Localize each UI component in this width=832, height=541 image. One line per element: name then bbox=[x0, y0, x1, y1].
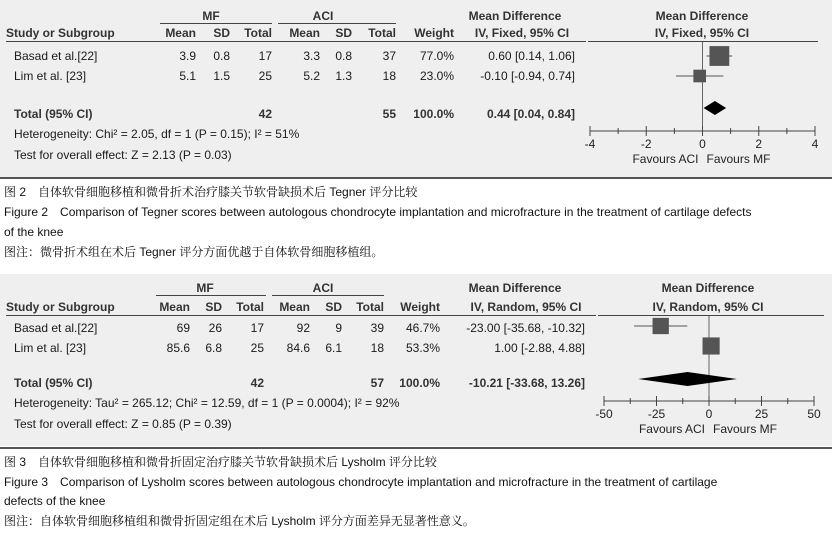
col-sd1: SD bbox=[213, 26, 230, 40]
study-estimate-square bbox=[693, 70, 706, 83]
study-name: Basad et al.[22] bbox=[14, 321, 98, 335]
total1-value: 17 bbox=[250, 321, 264, 335]
favours-left-label: Favours ACI bbox=[638, 422, 705, 436]
md-title-header: Mean Difference bbox=[468, 9, 562, 23]
total2-value: 18 bbox=[370, 341, 384, 355]
col-mean1: Mean bbox=[159, 300, 190, 314]
sd2-value: 6.1 bbox=[325, 341, 342, 355]
total2-sum: 55 bbox=[382, 107, 396, 121]
mean1-value: 3.9 bbox=[179, 49, 196, 63]
sd1-value: 0.8 bbox=[213, 49, 230, 63]
x-tick-label: 0 bbox=[705, 407, 713, 421]
ci-value: 0.60 [0.14, 1.06] bbox=[488, 49, 575, 63]
col-mean1: Mean bbox=[165, 26, 196, 40]
mean2-value: 92 bbox=[296, 321, 310, 335]
x-tick-label: -4 bbox=[584, 137, 596, 151]
col-total1: Total bbox=[244, 26, 272, 40]
col-sd2: SD bbox=[325, 300, 342, 314]
mean1-value: 5.1 bbox=[179, 69, 196, 83]
weight-value: 23.0% bbox=[419, 69, 454, 83]
plot-method-header: IV, Random, 95% CI bbox=[652, 300, 764, 314]
study-estimate-square bbox=[709, 46, 729, 66]
x-tick-label: -50 bbox=[595, 407, 613, 421]
weight-value: 46.7% bbox=[405, 321, 440, 335]
col-weight: Weight bbox=[414, 26, 454, 40]
x-tick-label: 4 bbox=[811, 137, 819, 151]
group1-underline bbox=[156, 295, 266, 296]
header-underline-left bbox=[6, 315, 596, 316]
caption-cn: 图 2 自体软骨细胞移植和微骨折术治疗膝关节软骨缺损术后 Tegner 评分比较 bbox=[4, 185, 418, 199]
figure-note: 图注：自体软骨细胞移植组和微骨折固定组在术后 Lysholm 评分方面差异无显著性意义。 bbox=[4, 514, 475, 528]
sd2-value: 9 bbox=[335, 321, 342, 335]
sd1-value: 26 bbox=[208, 321, 222, 335]
forest-plot-graphic bbox=[586, 310, 832, 446]
mean2-value: 5.2 bbox=[303, 69, 320, 83]
total1-value: 25 bbox=[250, 341, 264, 355]
mean1-value: 85.6 bbox=[166, 341, 190, 355]
weight-value: 53.3% bbox=[405, 341, 440, 355]
x-tick-label: -2 bbox=[640, 137, 652, 151]
forest-plot-graphic bbox=[570, 36, 832, 178]
caption-en-cont: of the knee bbox=[4, 225, 64, 239]
mean1-value: 69 bbox=[176, 321, 190, 335]
total-ci: 0.44 [0.04, 0.84] bbox=[486, 107, 575, 121]
total1-sum: 42 bbox=[250, 376, 264, 390]
col-total2: Total bbox=[368, 26, 396, 40]
mean2-value: 84.6 bbox=[286, 341, 310, 355]
total1-value: 17 bbox=[258, 49, 272, 63]
overall-effect-text: Test for overall effect: Z = 2.13 (P = 0.03) bbox=[14, 148, 232, 162]
col-md-method: IV, Fixed, 95% CI bbox=[474, 26, 570, 40]
col-mean2: Mean bbox=[289, 26, 320, 40]
caption-en: Figure 3 Comparison of Lysholm scores between autologous chondrocyte implantation and microfracture in the treatment of cartilage bbox=[4, 475, 718, 489]
total1-sum: 42 bbox=[258, 107, 272, 121]
col-md-method: IV, Random, 95% CI bbox=[470, 300, 582, 314]
ci-value: 1.00 [-2.88, 4.88] bbox=[494, 341, 585, 355]
x-tick-label: -25 bbox=[647, 407, 666, 421]
pooled-diamond bbox=[638, 372, 737, 386]
weight-value: 77.0% bbox=[419, 49, 454, 63]
group2-underline bbox=[278, 23, 396, 24]
figure-3-forest-plot bbox=[0, 274, 832, 446]
caption-en-cont: defects of the knee bbox=[4, 494, 106, 508]
pooled-diamond bbox=[704, 101, 727, 115]
total-weight: 100.0% bbox=[413, 107, 454, 121]
group2-header: ACI bbox=[312, 281, 334, 295]
x-tick-label: 0 bbox=[699, 137, 706, 151]
study-name: Lim et al. [23] bbox=[14, 341, 87, 355]
heterogeneity-text: Heterogeneity: Chi² = 2.05, df = 1 (P = 0.15); I² = 51% bbox=[14, 127, 300, 141]
col-sd1: SD bbox=[205, 300, 222, 314]
col-total2: Total bbox=[356, 300, 384, 314]
ci-value: -0.10 [-0.94, 0.74] bbox=[480, 69, 575, 83]
col-mean2: Mean bbox=[279, 300, 310, 314]
study-estimate-square bbox=[653, 318, 669, 334]
plot-title-header: Mean Difference bbox=[661, 281, 755, 295]
total2-value: 37 bbox=[382, 49, 396, 63]
md-title-header: Mean Difference bbox=[468, 281, 562, 295]
study-name: Basad et al.[22] bbox=[14, 49, 98, 63]
col-study: Study or Subgroup bbox=[6, 300, 115, 314]
col-total1: Total bbox=[236, 300, 264, 314]
total2-value: 18 bbox=[382, 69, 396, 83]
figure-2-forest-plot bbox=[0, 0, 832, 178]
heterogeneity-text: Heterogeneity: Tau² = 265.12; Chi² = 12.59, df = 1 (P = 0.0004); I² = 92% bbox=[14, 396, 400, 410]
group2-header: ACI bbox=[312, 9, 334, 23]
overall-effect-text: Test for overall effect: Z = 0.85 (P = 0.39) bbox=[14, 417, 232, 431]
sd1-value: 1.5 bbox=[213, 69, 230, 83]
group1-header: MF bbox=[202, 9, 220, 23]
study-estimate-square bbox=[703, 337, 720, 354]
figure-2-bottom-rule bbox=[0, 177, 832, 179]
group1-underline bbox=[160, 23, 272, 24]
header-underline-left bbox=[6, 41, 586, 42]
group2-underline bbox=[272, 295, 384, 296]
group1-header: MF bbox=[196, 281, 214, 295]
total-ci: -10.21 [-33.68, 13.26] bbox=[468, 376, 585, 390]
total-weight: 100.0% bbox=[399, 376, 440, 390]
sd2-value: 0.8 bbox=[335, 49, 352, 63]
favours-right-label: Favours MF bbox=[713, 422, 778, 436]
x-tick-label: 50 bbox=[807, 407, 821, 421]
sd2-value: 1.3 bbox=[335, 69, 352, 83]
total2-value: 39 bbox=[370, 321, 384, 335]
sd1-value: 6.8 bbox=[205, 341, 222, 355]
col-study: Study or Subgroup bbox=[6, 26, 115, 40]
total2-sum: 57 bbox=[370, 376, 384, 390]
favours-right-label: Favours MF bbox=[706, 152, 771, 166]
col-weight: Weight bbox=[400, 300, 440, 314]
ci-value: -23.00 [-35.68, -10.32] bbox=[466, 321, 585, 335]
caption-cn: 图 3 自体软骨细胞移植和微骨折固定治疗膝关节软骨缺损术后 Lysholm 评分比较 bbox=[4, 455, 437, 469]
figure-note: 图注：微骨折术组在术后 Tegner 评分方面优越于自体软骨细胞移植组。 bbox=[4, 245, 384, 259]
plot-title-header: Mean Difference bbox=[655, 9, 749, 23]
total-label: Total (95% CI) bbox=[14, 107, 93, 121]
figure-3-bottom-rule bbox=[0, 447, 832, 449]
x-tick-label: 2 bbox=[755, 137, 763, 151]
caption-en: Figure 2 Comparison of Tegner scores between autologous chondrocyte implantation and microfracture in the treatment of cartilage defects bbox=[4, 205, 752, 219]
favours-left-label: Favours ACI bbox=[632, 152, 699, 166]
total-label: Total (95% CI) bbox=[14, 376, 93, 390]
study-name: Lim et al. [23] bbox=[14, 69, 87, 83]
plot-method-header: IV, Fixed, 95% CI bbox=[654, 26, 750, 40]
x-tick-label: 25 bbox=[754, 407, 769, 421]
total1-value: 25 bbox=[258, 69, 272, 83]
mean2-value: 3.3 bbox=[303, 49, 320, 63]
col-sd2: SD bbox=[335, 26, 352, 40]
